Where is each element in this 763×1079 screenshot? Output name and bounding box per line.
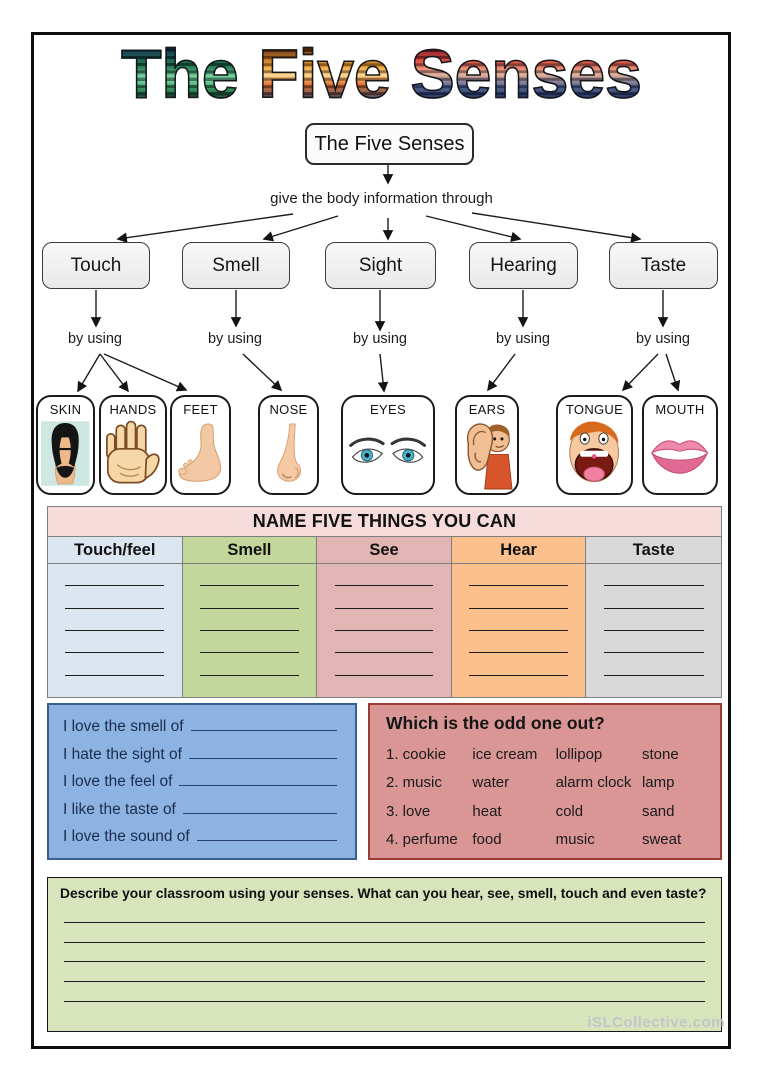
blank-line bbox=[64, 961, 705, 962]
by-using-label: by using bbox=[352, 331, 408, 347]
column-header-touch-feel: Touch/feel bbox=[48, 537, 183, 564]
blank-line bbox=[604, 608, 704, 609]
odd-word: 2. music bbox=[386, 774, 442, 791]
answer-column-taste bbox=[586, 564, 721, 697]
blank-line bbox=[65, 675, 164, 676]
part-label: EYES bbox=[370, 402, 406, 417]
answer-column-hear bbox=[452, 564, 587, 697]
column-header-smell: Smell bbox=[183, 537, 318, 564]
odd-word: 1. cookie bbox=[386, 745, 447, 763]
odd-word: stone bbox=[641, 745, 679, 763]
blank-line bbox=[200, 608, 299, 609]
blank-line bbox=[469, 608, 568, 609]
islcollective-watermark: iSLCollective.com bbox=[587, 1014, 725, 1031]
describe-classroom-box bbox=[47, 877, 722, 1032]
sentence-item bbox=[63, 744, 341, 764]
blank-line bbox=[189, 744, 337, 759]
part-node-skin bbox=[36, 395, 95, 495]
part-node-eyes bbox=[341, 395, 435, 495]
blank-line bbox=[469, 585, 568, 586]
flowchart-caption: give the body information through bbox=[270, 190, 493, 207]
blank-line bbox=[200, 630, 299, 631]
odd-one-out-box bbox=[368, 703, 722, 860]
blank-line bbox=[469, 652, 568, 653]
odd-one-out-row bbox=[386, 803, 706, 820]
odd-word: food bbox=[472, 831, 502, 848]
part-node-hands bbox=[99, 395, 167, 495]
ears-image bbox=[461, 417, 514, 490]
odd-word: sweat bbox=[641, 831, 682, 848]
odd-one-out-row bbox=[386, 831, 706, 848]
sense-node-taste: Taste bbox=[609, 242, 718, 289]
part-label: SKIN bbox=[49, 402, 82, 417]
part-label: NOSE bbox=[269, 402, 308, 417]
part-node-nose bbox=[258, 395, 319, 495]
odd-one-out-row bbox=[386, 774, 706, 791]
sentence-item bbox=[63, 826, 341, 846]
column-header-hear: Hear bbox=[452, 537, 587, 564]
sentence-item bbox=[63, 799, 341, 819]
part-label: HANDS bbox=[109, 402, 157, 417]
column-header-see: See bbox=[317, 537, 452, 564]
part-label: FEET bbox=[183, 402, 218, 417]
sentence-completion-box bbox=[47, 703, 357, 860]
flowchart-root-node: The Five Senses bbox=[305, 123, 474, 165]
answer-column-touch-feel bbox=[48, 564, 183, 697]
odd-word: music bbox=[555, 831, 595, 848]
foot-image bbox=[175, 417, 225, 490]
blank-line bbox=[604, 585, 704, 586]
odd-one-out-title: Which is the odd one out? bbox=[386, 713, 605, 733]
part-label: TONGUE bbox=[565, 402, 624, 417]
describe-prompt: Describe your classroom using your senses. What can you hear, see, smell, touch and even taste? bbox=[60, 886, 707, 901]
odd-word: lollipop bbox=[555, 745, 603, 763]
blank-line bbox=[604, 630, 704, 631]
odd-word: cold bbox=[555, 802, 584, 820]
worksheet-title bbox=[36, 34, 727, 117]
blank-line bbox=[335, 630, 434, 631]
hands-image bbox=[105, 417, 161, 490]
sentence-item bbox=[63, 771, 341, 791]
writing-lines bbox=[60, 903, 709, 1021]
odd-word: 4. perfume bbox=[386, 831, 458, 848]
part-label: EARS bbox=[468, 402, 506, 417]
five-things-table-title: NAME FIVE THINGS YOU CAN bbox=[48, 507, 721, 537]
part-label: MOUTH bbox=[655, 402, 705, 417]
blank-line bbox=[200, 585, 299, 586]
blank-line bbox=[183, 799, 337, 814]
blank-line bbox=[64, 922, 705, 923]
blank-line bbox=[335, 652, 434, 653]
blank-line bbox=[200, 652, 299, 653]
by-using-label: by using bbox=[495, 331, 551, 347]
odd-one-out-row bbox=[386, 746, 706, 763]
column-header-taste: Taste bbox=[586, 537, 721, 564]
blank-line bbox=[65, 652, 164, 653]
tongue-image bbox=[562, 417, 626, 490]
five-things-table bbox=[47, 506, 722, 698]
skin-image bbox=[41, 417, 89, 490]
blank-line bbox=[335, 675, 434, 676]
blank-line bbox=[335, 585, 434, 586]
blank-line bbox=[191, 716, 337, 731]
blank-line bbox=[200, 675, 299, 676]
blank-line bbox=[65, 585, 164, 586]
part-node-feet bbox=[170, 395, 231, 495]
blank-line bbox=[197, 826, 337, 841]
sense-node-sight: Sight bbox=[325, 242, 436, 289]
odd-word: heat bbox=[472, 802, 502, 820]
mouth-image bbox=[648, 417, 711, 490]
title-word: The bbox=[121, 35, 239, 112]
nose-image bbox=[263, 417, 313, 490]
sentence-item bbox=[63, 716, 341, 736]
sentence-text: I love the feel of bbox=[63, 773, 173, 790]
by-using-label: by using bbox=[207, 331, 263, 347]
five-things-body-row bbox=[48, 564, 721, 697]
odd-word: 3. love bbox=[386, 802, 431, 820]
odd-word: water bbox=[472, 774, 510, 791]
sense-node-smell: Smell bbox=[182, 242, 290, 289]
blank-line bbox=[65, 630, 164, 631]
five-things-header-row bbox=[48, 537, 721, 564]
odd-word: alarm clock bbox=[555, 774, 632, 791]
part-node-mouth bbox=[642, 395, 718, 495]
sense-node-touch: Touch bbox=[42, 242, 150, 289]
blank-line bbox=[65, 608, 164, 609]
title-word: Senses bbox=[410, 35, 642, 112]
sentence-text: I love the smell of bbox=[63, 718, 184, 735]
blank-line bbox=[179, 771, 337, 786]
blank-line bbox=[64, 942, 705, 943]
sentence-text: I love the sound of bbox=[63, 828, 190, 845]
blank-line bbox=[604, 675, 704, 676]
sentence-text: I hate the sight of bbox=[63, 745, 182, 763]
sentence-text: I like the taste of bbox=[63, 800, 176, 818]
blank-line bbox=[64, 1001, 705, 1002]
sense-node-hearing: Hearing bbox=[469, 242, 578, 289]
blank-line bbox=[64, 981, 705, 982]
odd-word: sand bbox=[641, 802, 675, 820]
odd-word: ice cream bbox=[472, 745, 538, 763]
answer-column-see bbox=[317, 564, 452, 697]
blank-line bbox=[335, 608, 434, 609]
by-using-label: by using bbox=[635, 331, 691, 347]
part-node-ears bbox=[455, 395, 519, 495]
eyes-image bbox=[348, 417, 427, 490]
part-node-tongue bbox=[556, 395, 633, 495]
odd-word: lamp bbox=[641, 774, 675, 791]
by-using-label: by using bbox=[67, 331, 123, 347]
blank-line bbox=[469, 675, 568, 676]
answer-column-smell bbox=[183, 564, 318, 697]
blank-line bbox=[604, 652, 704, 653]
blank-line bbox=[469, 630, 568, 631]
title-word: Five bbox=[258, 35, 391, 112]
